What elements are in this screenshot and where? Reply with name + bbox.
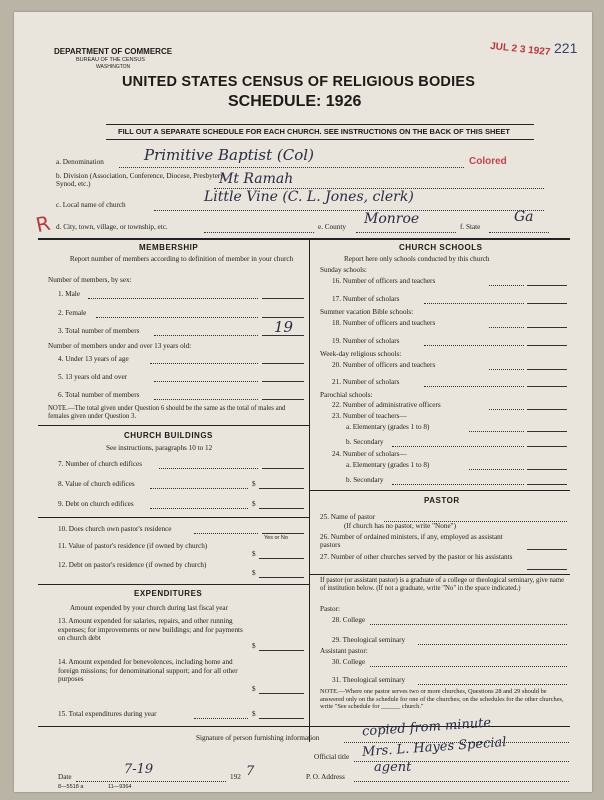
expenditures-title: EXPENDITURES — [134, 589, 203, 598]
q24-label: 24. Number of scholars— — [332, 450, 407, 458]
q6-total-label: 6. Total number of members — [58, 391, 140, 399]
age-heading: Number of members under and over 13 years old: — [48, 342, 192, 350]
q24b-label: b. Secondary — [346, 476, 384, 484]
q26-label: 26. Number of ordained ministers, if any, employed as assistant pastors — [320, 533, 503, 549]
q2-female-label: 2. Female — [58, 309, 87, 317]
date-line — [76, 781, 226, 782]
department-label: DEPARTMENT OF COMMERCE — [54, 47, 173, 56]
members-by-sex-label: Number of members, by sex: — [48, 276, 132, 284]
city-label: WASHINGTON — [96, 64, 131, 70]
q20-label: 20. Number of officers and teachers — [332, 361, 436, 369]
q8-field — [259, 488, 304, 489]
q24a-label: a. Elementary (grades 1 to 8) — [346, 461, 430, 469]
yes-no-hint: Yes or No — [264, 535, 288, 541]
q1-field — [262, 298, 304, 299]
form-subtitle: SCHEDULE: 1926 — [228, 93, 362, 110]
q11-dollar: $ — [252, 550, 256, 558]
membership-bottom-rule — [38, 425, 309, 426]
pastor-subhead: Pastor: — [320, 605, 340, 613]
q17-dots — [424, 303, 524, 304]
q2-dots — [96, 317, 258, 318]
schools-title: CHURCH SCHOOLS — [399, 243, 483, 252]
state-label: f. State — [460, 223, 481, 231]
q24b-field — [527, 484, 567, 485]
header-rule-top — [106, 124, 534, 125]
q21-dots — [424, 386, 524, 387]
form-title: UNITED STATES CENSUS OF RELIGIOUS BODIES — [122, 74, 476, 90]
bureau-label: BUREAU OF THE CENSUS — [76, 57, 145, 63]
state-value: Ga — [514, 209, 534, 225]
schools-sub: Report here only schools conducted by this church — [344, 255, 490, 263]
q15-dollar: $ — [252, 710, 256, 718]
po-address-value: agent — [374, 760, 412, 775]
colored-stamp: Colored — [469, 156, 507, 167]
q13-field — [259, 650, 304, 651]
city-town-label: d. City, town, village, or township, etc. — [56, 223, 168, 231]
q23b-dots — [392, 446, 524, 447]
division-value: Mt Ramah — [219, 171, 294, 187]
q23b-label: b. Secondary — [346, 438, 384, 446]
signature-label: Signature of person furnishing information — [196, 734, 320, 742]
q5-field — [262, 381, 304, 382]
q18-dots — [489, 327, 524, 328]
denomination-label: a. Denomination — [56, 158, 104, 166]
sunday-schools-label: Sunday schools: — [320, 266, 367, 274]
q9-field — [259, 508, 304, 509]
q11-field — [259, 558, 304, 559]
q16-label: 16. Number of officers and teachers — [332, 277, 436, 285]
q3-total-label: 3. Total number of members — [58, 327, 140, 335]
q24a-dots — [469, 469, 524, 470]
q12-label: 12. Debt on pastor's residence (if owned by church) — [58, 561, 207, 569]
year-value: 7 — [246, 764, 255, 779]
local-name-line — [154, 210, 544, 211]
q30-line — [370, 666, 567, 667]
q27-label: 27. Number of other churches served by the pastor or his assistants — [320, 553, 513, 561]
q5-dots — [154, 381, 258, 382]
q17-field — [527, 303, 567, 304]
q14-dollar: $ — [252, 685, 256, 693]
q28-line — [370, 624, 567, 625]
q1-male-label: 1. Male — [58, 290, 80, 298]
county-line — [356, 232, 456, 233]
schools-bottom-rule — [310, 490, 570, 491]
q29-line — [418, 644, 567, 645]
q10-field — [262, 533, 304, 534]
q4-dots — [150, 363, 258, 364]
buildings-sub: See instructions, paragraphs 10 to 12 — [106, 444, 213, 452]
q31-label: 31. Theological seminary — [332, 676, 406, 684]
q19-field — [527, 345, 567, 346]
q24a-field — [527, 469, 567, 470]
q18-field — [527, 327, 567, 328]
pastor-title: PASTOR — [424, 496, 460, 505]
q1-dots — [88, 298, 258, 299]
q15-label: 15. Total expenditures during year — [58, 710, 157, 718]
q12-dollar: $ — [252, 569, 256, 577]
form-number: 221 — [554, 40, 578, 56]
city-town-line — [204, 232, 314, 233]
weekday-schools-label: Week-day religious schools: — [320, 350, 402, 358]
county-label: e. County — [318, 223, 346, 231]
q28-label: 28. College — [332, 616, 366, 624]
q5-over13-label: 5. 13 years old and over — [58, 373, 128, 381]
q23b-field — [527, 446, 567, 447]
division-label: b. Division (Association, Conference, Diocese, Presbytery, Synod, etc.) — [56, 172, 226, 188]
q9-label: 9. Debt on church edifices — [58, 500, 134, 508]
q17-label: 17. Number of scholars — [332, 295, 400, 303]
year-prefix: 192 — [230, 773, 241, 781]
separate-schedule-instruction: FILL OUT A SEPARATE SCHEDULE FOR EACH CHURCH. SEE INSTRUCTIONS ON THE BACK OF THIS SHEET — [118, 127, 510, 136]
local-name-value: Little Vine (C. L. Jones, clerk) — [204, 189, 414, 205]
census-schedule-form — [14, 12, 592, 792]
graduate-note: If pastor (or assistant pastor) is a graduate of a college or theological seminary, give name of institution below. (If not a graduate, write "No" in the space indicated.) — [320, 577, 565, 592]
q9-dots — [150, 508, 248, 509]
membership-intro: Report number of members according to definition of member in your church — [69, 255, 294, 263]
q23a-dots — [469, 431, 524, 432]
signature-value: copied from minute — [361, 715, 492, 740]
q13-label: 13. Amount expended for salaries, repairs, and other running expenses; for improvements or new buildings; and for payments on church debt — [58, 617, 243, 642]
q20-dots — [489, 369, 524, 370]
red-r-mark: R — [33, 210, 53, 238]
expenditures-sub: Amount expended by your church during last fiscal year — [70, 604, 228, 612]
q11-label: 11. Value of pastor's residence (if owned by church) — [58, 542, 208, 550]
denomination-line — [119, 167, 464, 168]
q25-label: 25. Name of pastor — [320, 513, 376, 521]
date-value: 7-19 — [124, 762, 154, 777]
q12-field — [259, 577, 304, 578]
q16-field — [527, 285, 567, 286]
q10-label: 10. Does church own pastor's residence — [58, 525, 172, 533]
q22-label: 22. Number of administrative officers — [332, 401, 441, 409]
q20-field — [527, 369, 567, 370]
q23a-label: a. Elementary (grades 1 to 8) — [346, 423, 430, 431]
q22-field — [527, 409, 567, 410]
buildings-title: CHURCH BUILDINGS — [124, 431, 213, 440]
q27-field — [527, 569, 567, 570]
q31-line — [418, 684, 567, 685]
q9-dollar: $ — [252, 500, 256, 508]
local-name-label: c. Local name of church — [56, 201, 126, 209]
q6-dots — [154, 399, 258, 400]
q4-under13-label: 4. Under 13 years of age — [58, 355, 129, 363]
parochial-schools-label: Parochial schools: — [320, 391, 373, 399]
official-title-label: Official title — [314, 753, 350, 761]
q15-dots — [194, 718, 248, 719]
q26-field — [527, 549, 567, 550]
q14-label: 14. Amount expended for benevolences, including home and foreign missions; for denominational support; and for all other purposes — [58, 658, 238, 683]
q3-dots — [154, 335, 258, 336]
q23-label: 23. Number of teachers— — [332, 412, 407, 420]
q14-field — [259, 693, 304, 694]
main-top-rule — [38, 238, 570, 240]
buildings-bottom-rule — [38, 584, 309, 585]
membership-note: NOTE.—The total given under Question 6 should be the same as the total of males and females given under Question 3. — [48, 405, 286, 420]
q7-field — [262, 468, 304, 469]
form-code: 8—5518 a — [58, 784, 84, 790]
assistant-pastor-subhead: Assistant pastor: — [320, 647, 368, 655]
q3-total-value: 19 — [274, 318, 294, 336]
q8-dollar: $ — [252, 480, 256, 488]
q21-field — [527, 386, 567, 387]
q10-dots — [194, 533, 258, 534]
q22-dots — [489, 409, 524, 410]
q7-dots — [159, 468, 258, 469]
date-label: Date — [58, 773, 72, 781]
state-line — [489, 232, 549, 233]
q4-field — [262, 363, 304, 364]
pastor-mid-rule — [310, 574, 570, 575]
q15-field — [259, 718, 304, 719]
q29-label: 29. Theological seminary — [332, 636, 406, 644]
q25-note: (If church has no pastor, write "None") — [344, 522, 456, 530]
q19-dots — [424, 345, 524, 346]
pastor-note: NOTE.—Where one pastor serves two or more churches, Questions 28 and 29 should be answered only on the schedule for one of the churches; on the schedules for the other churches, write "See schedule for ______ church." — [320, 688, 564, 710]
print-code: 11—9364 — [108, 784, 132, 790]
membership-title: MEMBERSHIP — [139, 243, 199, 252]
po-address-line — [354, 781, 569, 782]
county-value: Monroe — [364, 211, 420, 227]
denomination-value: Primitive Baptist (Col) — [144, 146, 314, 164]
q23a-field — [527, 431, 567, 432]
received-date-stamp: JUL 2 3 1927 — [489, 40, 551, 59]
q13-dollar: $ — [252, 642, 256, 650]
q8-dots — [150, 488, 248, 489]
q8-label: 8. Value of church edifices — [58, 480, 135, 488]
q21-label: 21. Number of scholars — [332, 378, 400, 386]
official-title-value: Mrs. L. Hayes Special — [361, 734, 507, 761]
q19-label: 19. Number of scholars — [332, 337, 400, 345]
summer-schools-label: Summer vacation Bible schools: — [320, 308, 414, 316]
q7-label: 7. Number of church edifices — [58, 460, 143, 468]
q16-dots — [489, 285, 524, 286]
po-address-label: P. O. Address — [306, 773, 345, 781]
buildings-mid-rule — [38, 517, 309, 518]
q24b-dots — [392, 484, 524, 485]
q30-label: 30. College — [332, 658, 366, 666]
header-rule-bottom — [106, 139, 534, 140]
q18-label: 18. Number of officers and teachers — [332, 319, 436, 327]
q6-field — [262, 399, 304, 400]
